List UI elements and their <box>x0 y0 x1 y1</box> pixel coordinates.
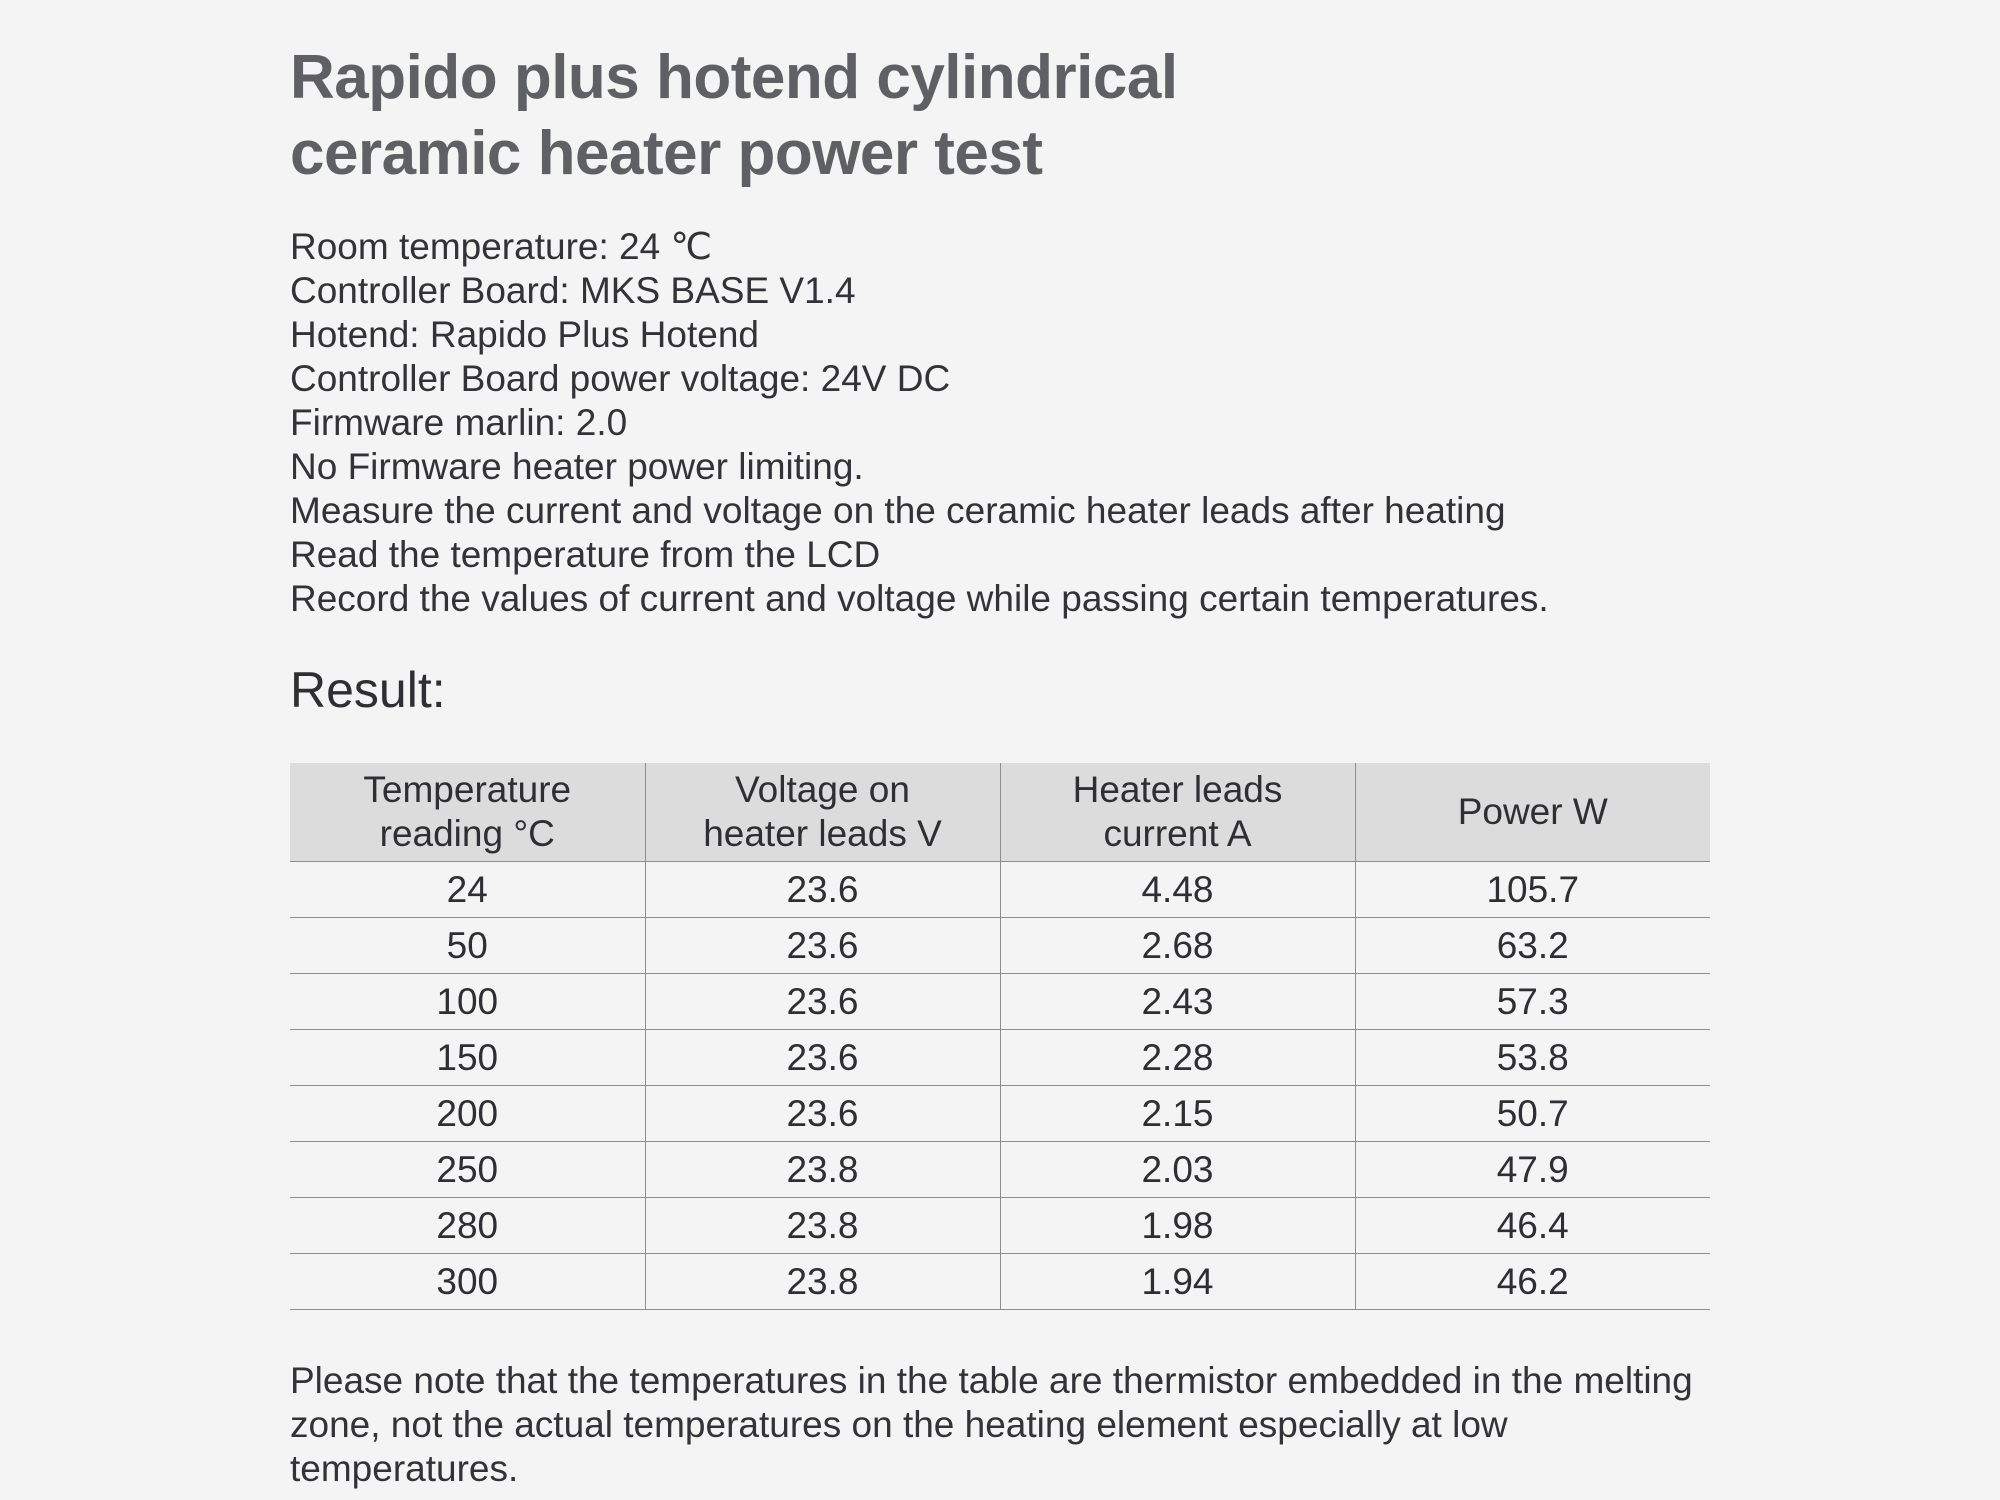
cell-power: 57.3 <box>1355 974 1710 1030</box>
info-measure-method: Measure the current and voltage on the ceramic heater leads after heating <box>290 490 1506 531</box>
header-voltage <box>645 763 1000 862</box>
table-row <box>290 1254 1710 1310</box>
info-record-method: Record the values of current and voltage while passing certain temperatures. <box>290 578 1549 619</box>
cell-power: 47.9 <box>1355 1142 1710 1198</box>
cell-power: 105.7 <box>1355 862 1710 918</box>
title-line-2: ceramic heater power test <box>290 119 1043 188</box>
cell-temperature: 150 <box>290 1030 645 1086</box>
cell-power: 46.2 <box>1355 1254 1710 1310</box>
cell-voltage: 23.6 <box>645 862 1000 918</box>
cell-temperature: 50 <box>290 918 645 974</box>
cell-power: 50.7 <box>1355 1086 1710 1142</box>
info-firmware: Firmware marlin: 2.0 <box>290 402 628 443</box>
info-hotend: Hotend: Rapido Plus Hotend <box>290 314 759 355</box>
page-title <box>290 40 1590 192</box>
cell-current: 2.15 <box>1000 1086 1355 1142</box>
footnote: Please note that the temperatures in the table are thermistor embedded in the melting zone, not the actual temperatures on the heating element especially at low temperatures. <box>290 1360 1693 1489</box>
cell-current: 2.68 <box>1000 918 1355 974</box>
results-table <box>290 763 1710 1310</box>
cell-current: 4.48 <box>1000 862 1355 918</box>
header-voltage-line-2: heater leads V <box>703 813 942 854</box>
info-power-voltage: Controller Board power voltage: 24V DC <box>290 358 951 399</box>
header-temperature-line-2: reading °C <box>379 813 555 854</box>
header-temperature-line-1: Temperature <box>363 769 572 810</box>
table-row <box>290 1142 1710 1198</box>
cell-current: 2.03 <box>1000 1142 1355 1198</box>
info-power-limiting: No Firmware heater power limiting. <box>290 446 864 487</box>
cell-current: 2.28 <box>1000 1030 1355 1086</box>
info-controller-board: Controller Board: MKS BASE V1.4 <box>290 270 856 311</box>
header-power-line-1: Power W <box>1457 791 1608 832</box>
table-row <box>290 918 1710 974</box>
header-current-line-1: Heater leads <box>1072 769 1283 810</box>
cell-temperature: 100 <box>290 974 645 1030</box>
info-temperature-source: Read the temperature from the LCD <box>290 534 881 575</box>
cell-temperature: 300 <box>290 1254 645 1310</box>
table-row <box>290 862 1710 918</box>
cell-current: 2.43 <box>1000 974 1355 1030</box>
cell-voltage: 23.8 <box>645 1142 1000 1198</box>
table-row <box>290 1030 1710 1086</box>
table-row <box>290 1198 1710 1254</box>
cell-current: 1.98 <box>1000 1198 1355 1254</box>
cell-current: 1.94 <box>1000 1254 1355 1310</box>
header-power <box>1355 763 1710 862</box>
cell-voltage: 23.8 <box>645 1198 1000 1254</box>
cell-voltage: 23.6 <box>645 918 1000 974</box>
cell-temperature: 200 <box>290 1086 645 1142</box>
cell-temperature: 250 <box>290 1142 645 1198</box>
title-line-1: Rapido plus hotend cylindrical <box>290 43 1178 112</box>
cell-temperature: 24 <box>290 862 645 918</box>
result-heading: Result: <box>290 662 446 718</box>
cell-voltage: 23.6 <box>645 1030 1000 1086</box>
cell-voltage: 23.8 <box>645 1254 1000 1310</box>
cell-power: 53.8 <box>1355 1030 1710 1086</box>
table-header-row <box>290 763 1710 862</box>
cell-voltage: 23.6 <box>645 1086 1000 1142</box>
test-conditions <box>290 225 1790 621</box>
table-row <box>290 1086 1710 1142</box>
header-voltage-line-1: Voltage on <box>735 769 910 810</box>
header-current-line-2: current A <box>1103 813 1252 854</box>
cell-power: 46.4 <box>1355 1198 1710 1254</box>
table-row <box>290 974 1710 1030</box>
cell-voltage: 23.6 <box>645 974 1000 1030</box>
cell-temperature: 280 <box>290 1198 645 1254</box>
cell-power: 63.2 <box>1355 918 1710 974</box>
header-temperature <box>290 763 645 862</box>
header-current <box>1000 763 1355 862</box>
info-room-temperature: Room temperature: 24 ℃ <box>290 226 713 267</box>
